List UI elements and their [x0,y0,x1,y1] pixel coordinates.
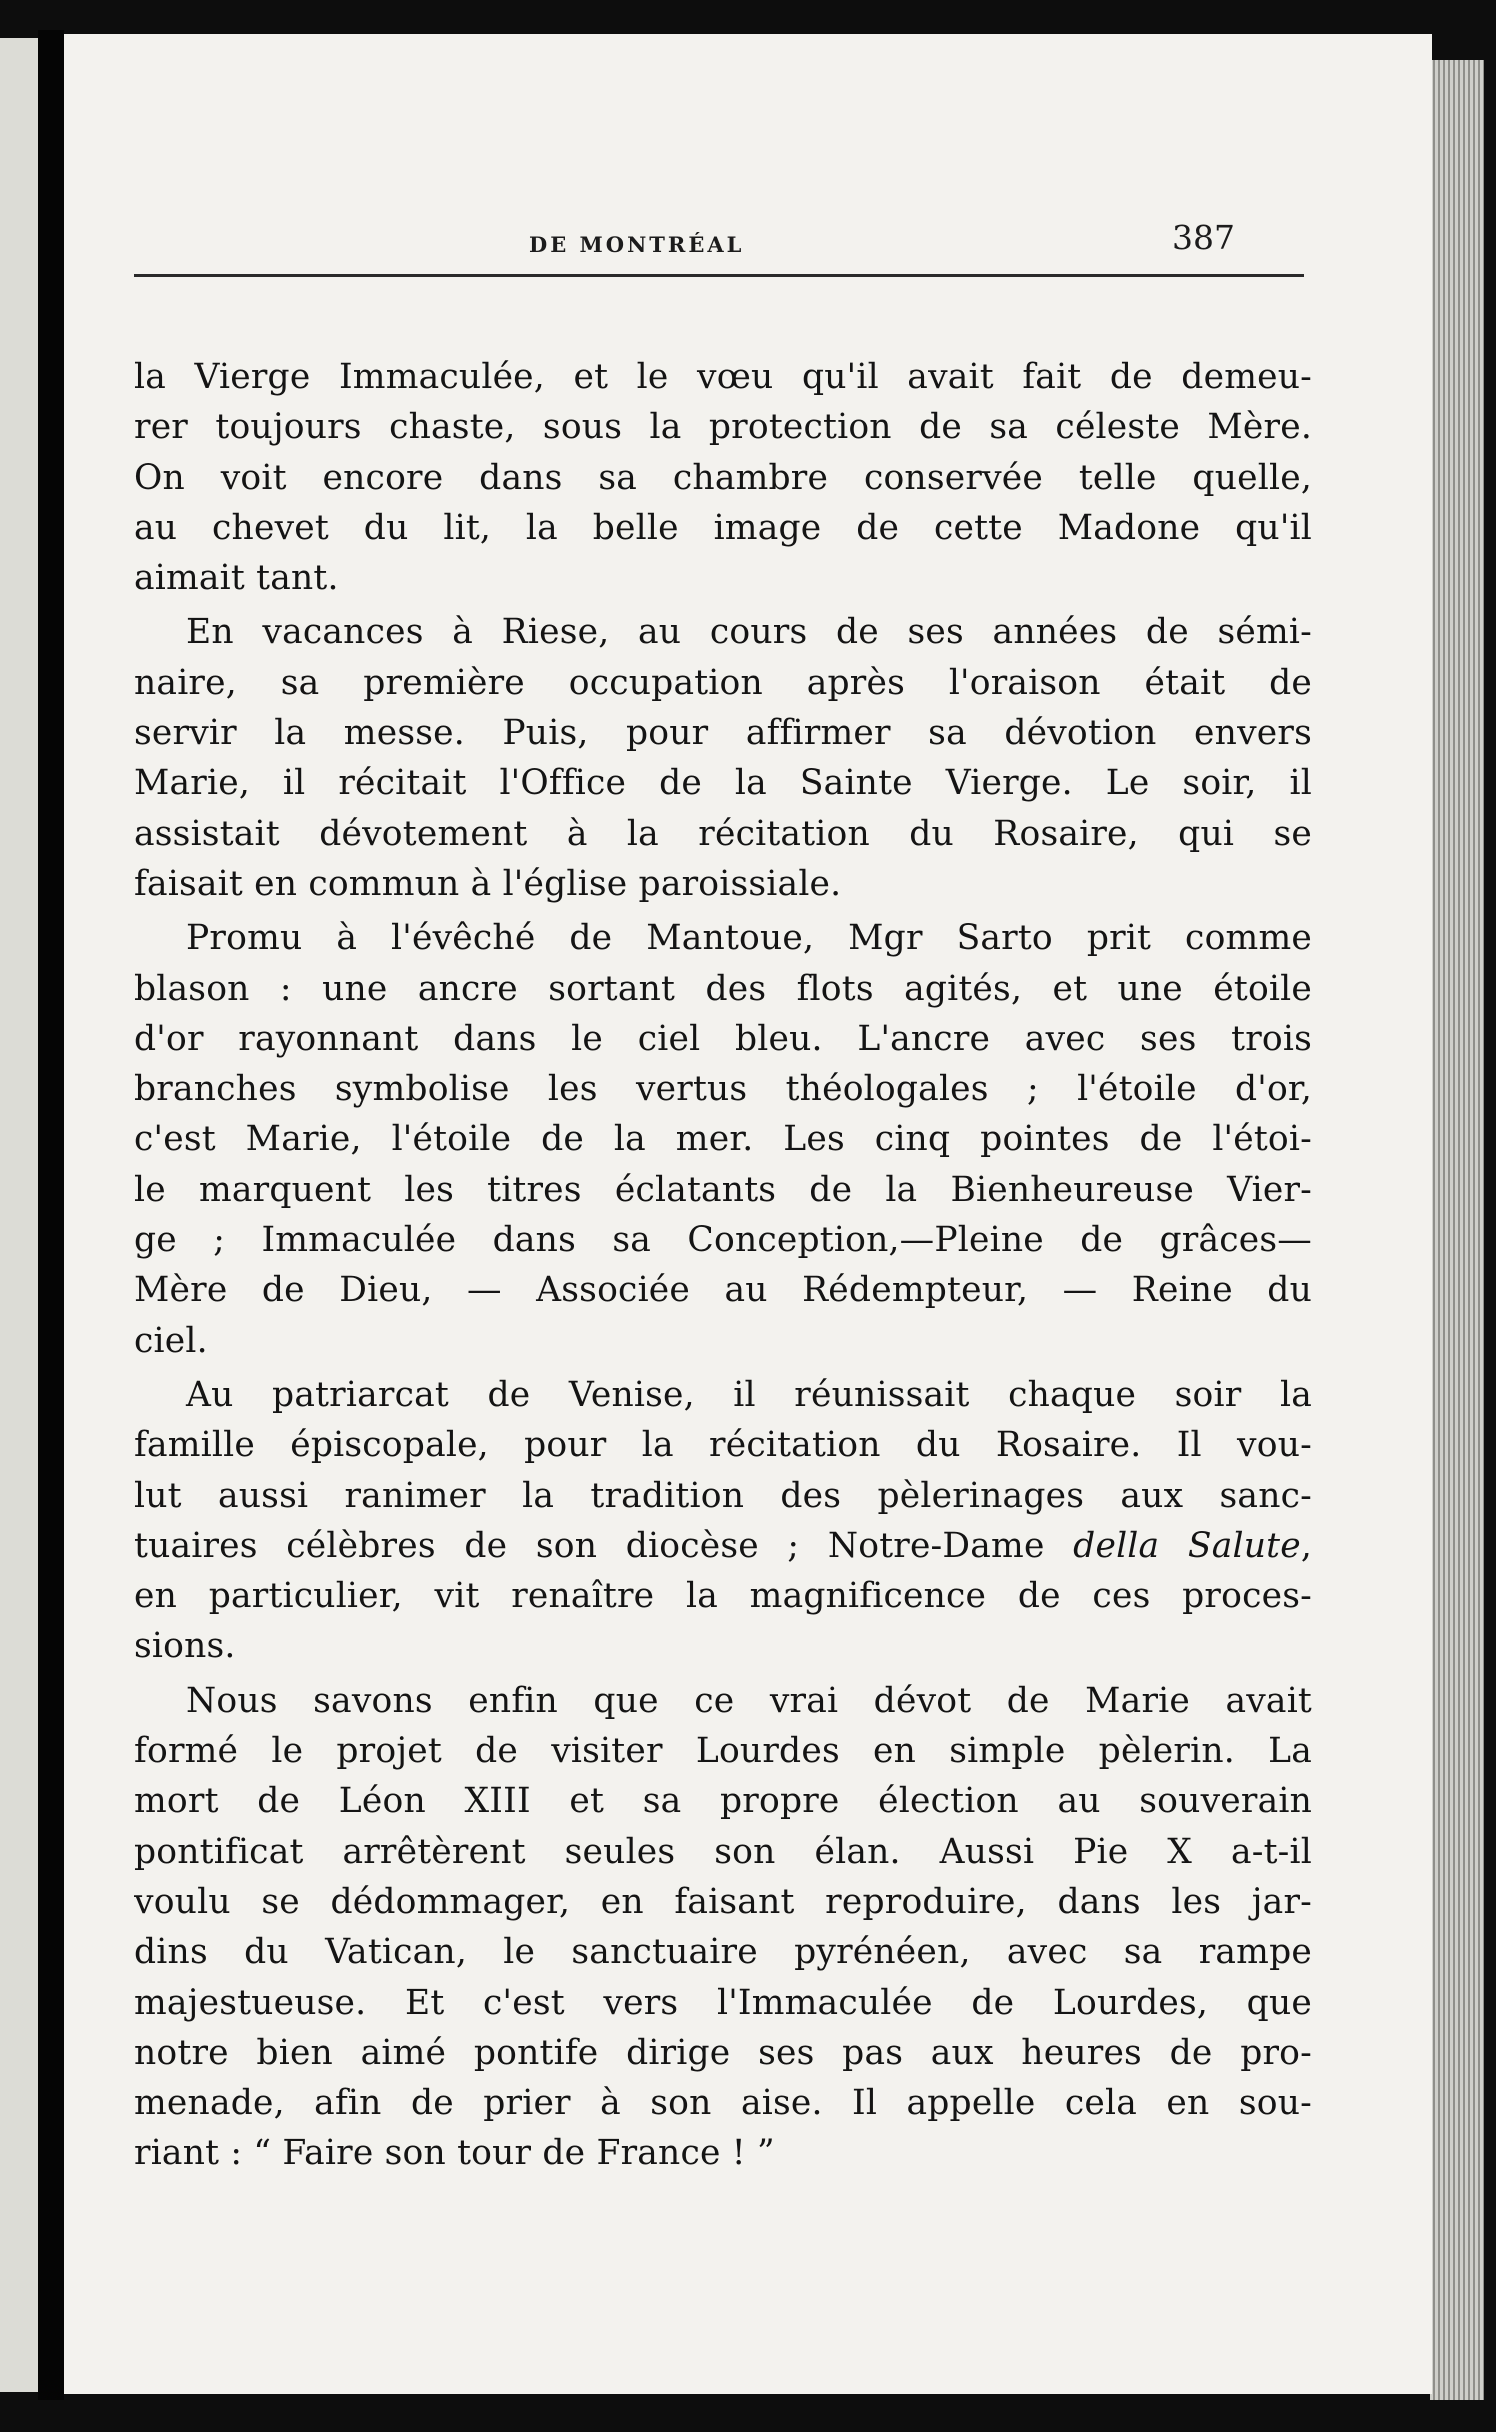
paragraph [134,913,1312,1366]
text-line: faisait en commun à l'église paroissiale. [134,863,842,904]
text-line: voulu se dédommager, en faisant reproduire, dans les jar- [134,1881,1312,1922]
book-page [64,34,1432,2394]
text-line: naire, sa première occupation après l'oraison était de [134,662,1312,703]
text-line: majestueuse. Et c'est vers l'Immaculée de Lourdes, que [134,1982,1312,2023]
text-line: sions. [134,1626,236,1667]
text-line: Promu à l'évêché de Mantoue, Mgr Sarto prit comme [186,918,1312,959]
text-line: lut aussi ranimer la tradition des pèlerinages aux sanc- [134,1475,1312,1516]
page-number: 387 [1172,218,1235,257]
paragraph [134,1370,1312,1672]
text-line: famille épiscopale, pour la récitation du Rosaire. Il vou- [134,1425,1312,1466]
text-line: On voit encore dans sa chambre conservée telle quelle, [134,457,1312,498]
header-rule [134,274,1304,277]
text-line: au chevet du lit, la belle image de cette Madone qu'il [134,507,1312,548]
text-line: ge ; Immaculée dans sa Conception,—Pleine de grâces— [134,1220,1312,1261]
paragraph [134,1676,1312,2179]
text-line: Nous savons enfin que ce vrai dévot de Marie avait [186,1680,1312,1721]
page-stack-edges [1430,60,1484,2400]
text-line: mort de Léon XIII et sa propre élection au souverain [134,1781,1312,1822]
text-line: ciel. [134,1320,208,1361]
text-line: la Vierge Immaculée, et le vœu qu'il avait fait de demeu- [134,357,1312,397]
running-title: DE MONTRÉAL [529,232,745,257]
text-line: dins du Vatican, le sanctuaire pyrénéen, avec sa rampe [134,1932,1312,1973]
text-line: tuaires célèbres de son diocèse ; Notre-Dame della Salute, [134,1525,1312,1566]
text-line: Au patriarcat de Venise, il réunissait chaque soir la [186,1374,1312,1415]
text-line: d'or rayonnant dans le ciel bleu. L'ancre avec ses trois [134,1018,1312,1059]
text-line: aimait tant. [134,558,339,599]
text-line: riant : “ Faire son tour de France ! ” [134,2133,775,2174]
text-line: Mère de Dieu, — Associée au Rédempteur, — Reine du [134,1270,1312,1311]
text-line: notre bien aimé pontife dirige ses pas aux heures de pro- [134,2032,1312,2073]
paragraph [134,352,1312,603]
text-line: menade, afin de prier à son aise. Il appelle cela en sou- [134,2083,1312,2124]
text-line: Marie, il récitait l'Office de la Sainte Vierge. Le soir, il [134,763,1312,804]
text-line: c'est Marie, l'étoile de la mer. Les cinq pointes de l'étoi- [134,1119,1312,1160]
book-gutter [38,30,64,2400]
paragraph [134,607,1312,909]
text-line: assistait dévotement à la récitation du Rosaire, qui se [134,813,1312,854]
text-line: le marquent les titres éclatants de la Bienheureuse Vier- [134,1169,1312,1210]
facing-page-edge [0,38,38,2392]
text-line: En vacances à Riese, au cours de ses années de sémi- [186,612,1312,653]
text-line: formé le projet de visiter Lourdes en simple pèlerin. La [134,1731,1312,1772]
body-text [134,352,1312,2179]
running-head [64,204,1432,264]
text-line: branches symbolise les vertus théologales ; l'étoile d'or, [134,1069,1312,1110]
text-line: servir la messe. Puis, pour affirmer sa dévotion envers [134,713,1312,754]
text-line: blason : une ancre sortant des flots agités, et une étoile [134,968,1312,1009]
text-line: rer toujours chaste, sous la protection de sa céleste Mère. [134,407,1312,448]
text-line: pontificat arrêtèrent seules son élan. Aussi Pie X a-t-il [134,1831,1312,1872]
text-line: en particulier, vit renaître la magnificence de ces proces- [134,1576,1312,1617]
